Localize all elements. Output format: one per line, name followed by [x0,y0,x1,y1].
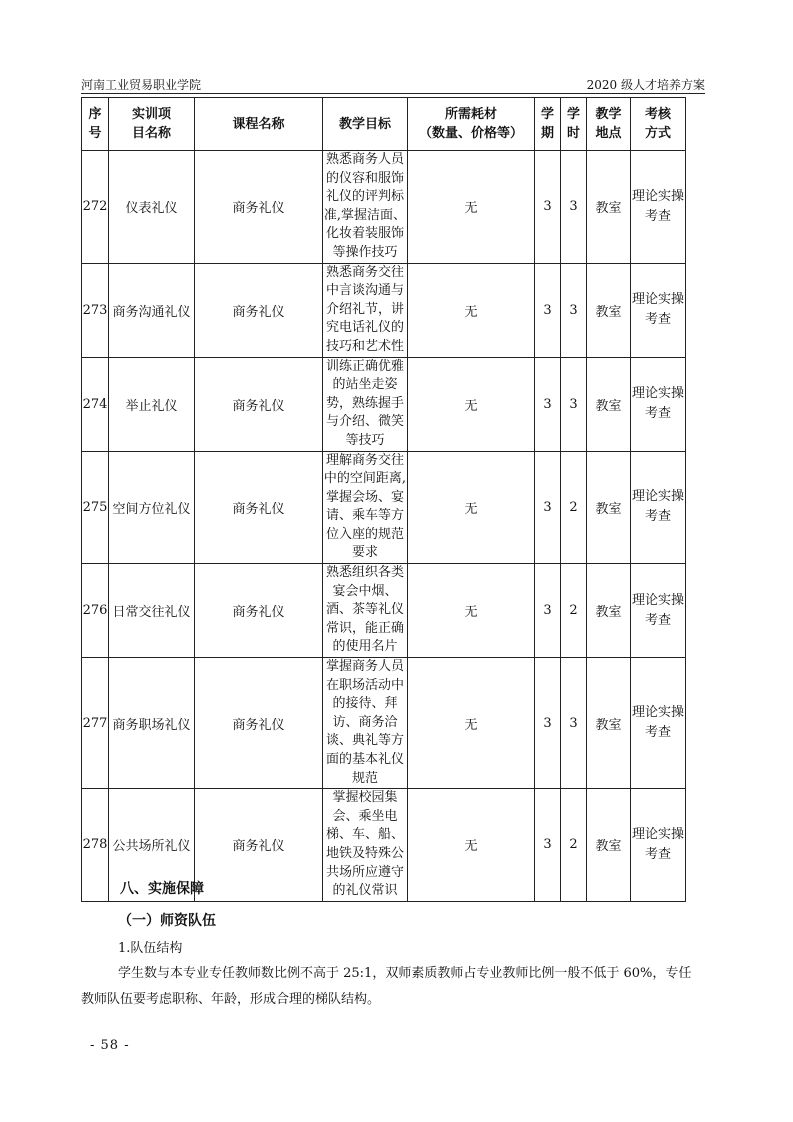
cell-goal: 训练正确优雅的站坐走姿势，熟练握手与介绍、微笑等技巧 [323,357,408,451]
cell-course: 商务礼仪 [195,151,323,264]
cell-location: 教室 [587,263,631,357]
cell-location: 教室 [587,564,631,658]
cell-course: 商务礼仪 [195,263,323,357]
header-document-title: 2020 级人才培养方案 [586,78,705,92]
cell-seq: 274 [82,357,109,451]
header-seq: 序 号 [82,98,109,151]
cell-goal: 掌握校园集会、乘坐电梯、车、船、地铁及特殊公共场所应遵守的礼仪常识 [323,789,408,902]
cell-hours: 3 [561,658,587,789]
cell-seq: 277 [82,658,109,789]
cell-project: 商务职场礼仪 [109,658,195,789]
cell-materials: 无 [408,451,535,564]
table-row [82,451,686,564]
cell-assess: 理论实操考查 [631,564,686,658]
cell-hours: 3 [561,263,587,357]
cell-seq: 273 [82,263,109,357]
cell-location: 教室 [587,357,631,451]
cell-materials: 无 [408,263,535,357]
header-hours: 学 时 [561,98,587,151]
cell-assess: 理论实操考查 [631,658,686,789]
cell-term: 3 [535,151,561,264]
cell-location: 教室 [587,658,631,789]
header-location: 教学 地点 [587,98,631,151]
cell-hours: 2 [561,789,587,902]
subsection-heading: （一）师资队伍 [118,913,216,929]
body-paragraph: 学生数与本专业专任教师数比例不高于 25:1，双师素质教师占专业教师比例一般不低于 60%，专任教师队伍要考虑职称、年龄，形成合理的梯队结构。 [81,966,692,1007]
cell-goal: 掌握商务人员在职场活动中的接待、拜访、商务洽谈、典礼等方面的基本礼仪规范 [323,658,408,789]
cell-project: 日常交往礼仪 [109,564,195,658]
cell-goal: 熟悉商务交往中言谈沟通与介绍礼节，讲究电话礼仪的技巧和艺术性 [323,263,408,357]
cell-seq: 272 [82,151,109,264]
cell-goal: 理解商务交往中的空间距离,掌握会场、宴请、乘车等方位入座的规范要求 [323,451,408,564]
section-heading: 八、实施保障 [120,881,204,897]
header-course: 课程名称 [195,98,323,151]
cell-course: 商务礼仪 [195,451,323,564]
header-assess: 考核 方式 [631,98,686,151]
training-plan-table [81,97,686,902]
cell-seq: 276 [82,564,109,658]
cell-course: 商务礼仪 [195,658,323,789]
cell-term: 3 [535,357,561,451]
cell-seq: 275 [82,451,109,564]
table-row [82,357,686,451]
header-project: 实训项 目名称 [109,98,195,151]
table-row [82,658,686,789]
cell-term: 3 [535,789,561,902]
cell-project: 举止礼仪 [109,357,195,451]
table-row [82,151,686,264]
cell-hours: 3 [561,151,587,264]
cell-assess: 理论实操考查 [631,151,686,264]
page-number: - 58 - [90,1038,130,1053]
cell-term: 3 [535,564,561,658]
header-materials: 所需耗材 （数量、价格等） [408,98,535,151]
cell-term: 3 [535,263,561,357]
cell-term: 3 [535,451,561,564]
header-rule [81,93,705,94]
cell-materials: 无 [408,658,535,789]
cell-seq: 278 [82,789,109,902]
cell-course: 商务礼仪 [195,357,323,451]
cell-materials: 无 [408,789,535,902]
item-heading: 1.队伍结构 [118,941,183,956]
cell-materials: 无 [408,151,535,264]
cell-location: 教室 [587,151,631,264]
cell-goal: 熟悉商务人员的仪容和服饰礼仪的评判标准,掌握洁面、化妆着装服饰等操作技巧 [323,151,408,264]
cell-assess: 理论实操考查 [631,357,686,451]
cell-hours: 3 [561,357,587,451]
cell-term: 3 [535,658,561,789]
cell-location: 教室 [587,451,631,564]
cell-materials: 无 [408,357,535,451]
cell-project: 空间方位礼仪 [109,451,195,564]
table-header-row [82,98,686,151]
cell-assess: 理论实操考查 [631,451,686,564]
cell-location: 教室 [587,789,631,902]
cell-project: 商务沟通礼仪 [109,263,195,357]
cell-hours: 2 [561,564,587,658]
cell-materials: 无 [408,564,535,658]
cell-course: 商务礼仪 [195,564,323,658]
cell-goal: 熟悉组织各类宴会中烟、酒、茶等礼仪常识，能正确的使用名片 [323,564,408,658]
cell-course: 商务礼仪 [195,789,323,902]
cell-assess: 理论实操考查 [631,789,686,902]
cell-assess: 理论实操考查 [631,263,686,357]
table-row [82,564,686,658]
header-school-name: 河南工业贸易职业学院 [81,78,202,92]
header-goal: 教学目标 [323,98,408,151]
cell-project: 公共场所礼仪 [109,789,195,902]
cell-hours: 2 [561,451,587,564]
header-term: 学 期 [535,98,561,151]
cell-project: 仪表礼仪 [109,151,195,264]
table-row [82,263,686,357]
